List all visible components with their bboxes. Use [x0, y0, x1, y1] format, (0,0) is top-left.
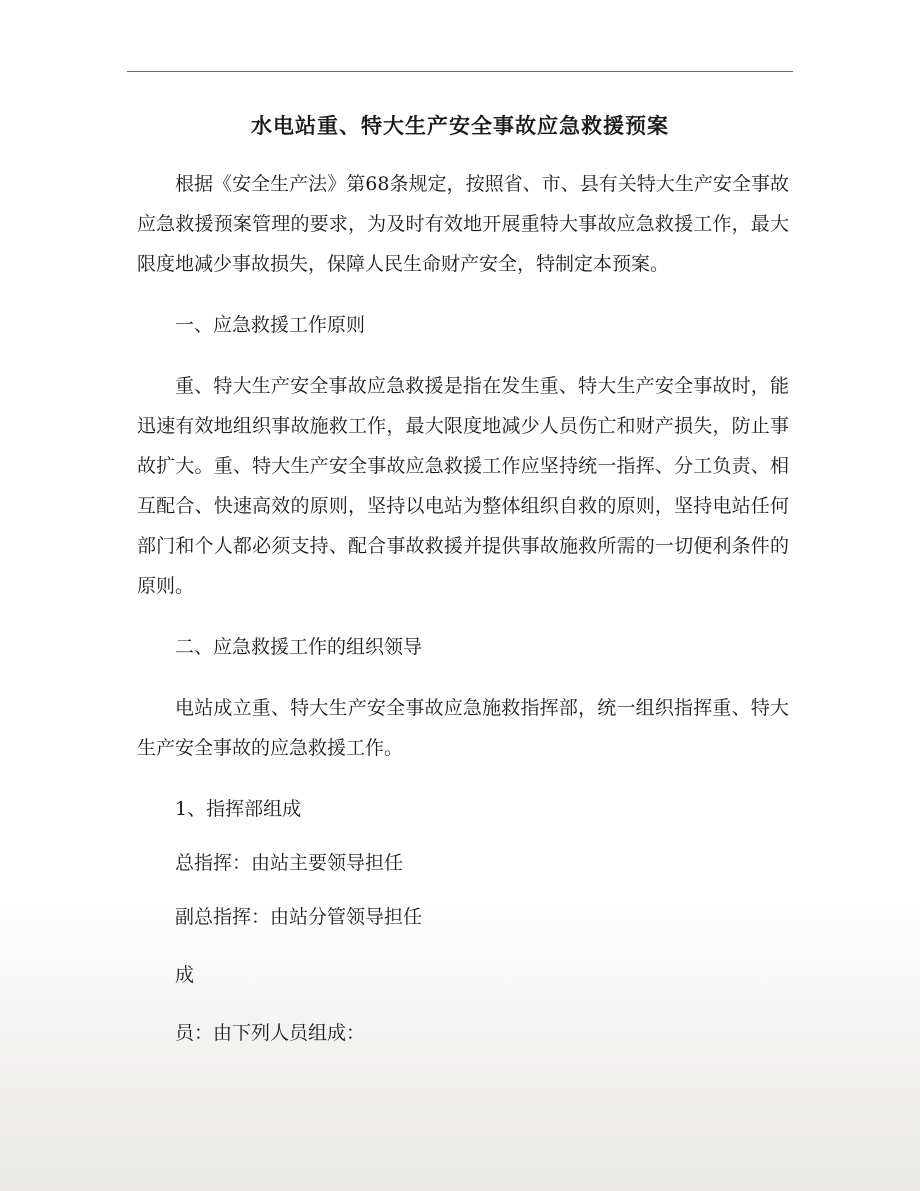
paragraph-principles: 重、特大生产安全事故应急救援是指在发生重、特大生产安全事故时，能迅速有效地组织事故施救工作，最大限度地减少人员伤亡和财产损失，防止事故扩大。重、特大生产安全事故应急救援工作应坚持统一指挥、分工负责、相互配合、快速高效的原则，坚持以电站为整体组织自救的原则，坚持电站任何部门和个人都必须支持、配合事故救援并提供事故施救所需的一切便利条件的原则。: [137, 375, 789, 597]
section-heading-principles: 一、应急救援工作原则: [175, 314, 366, 336]
paragraph-leadership: 电站成立重、特大生产安全事故应急施救指挥部，统一组织指挥重、特大生产安全事故的应急救援工作。: [137, 697, 789, 759]
subsection-heading-composition: 1、指挥部组成: [175, 798, 302, 820]
document-body: [137, 164, 789, 1053]
list-item-deputy-commander: 副总指挥：由站分管领导担任: [175, 906, 423, 928]
list-item-members-head: 成: [175, 964, 195, 986]
list-item-commander: 总指挥：由站主要领导担任: [175, 852, 404, 874]
document-title: 水电站重、特大生产安全事故应急救援预案: [251, 113, 669, 138]
section-heading-leadership: 二、应急救援工作的组织领导: [175, 636, 423, 658]
paragraph-intro: 根据《安全生产法》第68条规定，按照省、市、县有关特大生产安全事故应急救援预案管理的要求，为及时有效地开展重特大事故应急救援工作，最大限度地减少事故损失，保障人民生命财产安全，特制定本预案。: [137, 173, 789, 275]
header-rule: [127, 71, 793, 72]
list-item-members: 员：由下列人员组成：: [175, 1022, 366, 1044]
